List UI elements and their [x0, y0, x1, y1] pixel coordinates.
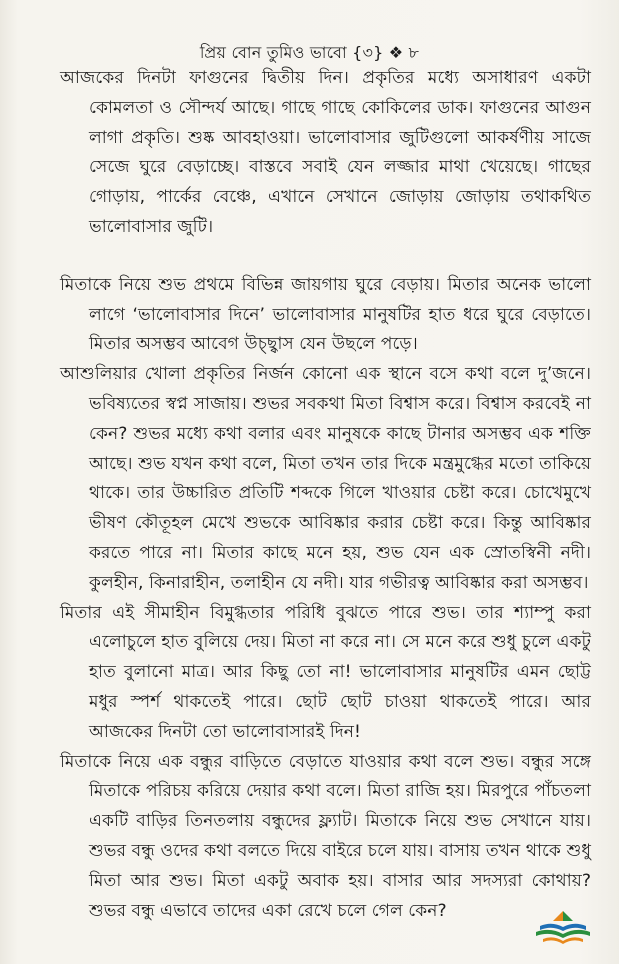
body-text — [60, 64, 591, 926]
paragraph-4: মিতার এই সীমাহীন বিমুগ্ধতার পরিধি বুঝতে পারে শুভ। তার শ্যাম্পু করা এলোচুলে হাত বুলিয়ে দেয়। মিতা না করে না। সে মনে করে শুধু চুলে একটু হাত বুলানো মাত্র। আর কিছু তো না! ভালোবাসার মানুষটির এমন ছোট্ট মধুর স্পর্শ থাকতেই পারে। ছোট ছোট চাওয়া থাকতেই পারে। আর আজকের দিনটা তো ভালোবাসারই দিন! — [60, 602, 591, 742]
paragraph-3: আশুলিয়ার খোলা প্রকৃতির নির্জন কোনো এক স্থানে বসে কথা বলে দু’জনে। ভবিষ্যতের স্বপ্ন সাজায়। শুভর সবকথা মিতা বিশ্বাস করে। বিশ্বাস করবেই না কেন? শুভর মধ্যে কথা বলার এবং মানুষকে কাছে টানার অসম্ভব এক শক্তি আছে। শুভ যখন কথা বলে, মিতা তখন তার দিকে মন্ত্রমুগ্ধের মতো তাকিয়ে থাকে। তার উচ্চারিত প্রতিটি শব্দকে গিলে খাওয়ার চেষ্টা করে। চোখেমুখে ভীষণ কৌতূহল মেখে শুভকে আবিষ্কার করার চেষ্টা করে। কিন্তু আবিষ্কার করতে পারে না। মিতার কাছে মনে হয়, শুভ যেন এক স্রোতস্বিনী নদী। কুলহীন, কিনারাহীন, তলাহীন যে নদী। যার গভীরত্ব আবিষ্কার করা অসম্ভব। — [60, 364, 591, 593]
paragraph-5: মিতাকে নিয়ে এক বন্ধুর বাড়িতে বেড়াতে যাওয়ার কথা বলে শুভ। বন্ধুর সঙ্গে মিতাকে পরিচয় করিয়ে দেয়ার কথা বলে। মিতা রাজি হয়। মিরপুরে পাঁচতলা একটি বাড়ির তিনতলায় বন্ধুদের ফ্ল্যাট। মিতাকে নিয়ে শুভ সেখানে যায়। শুভর বন্ধু ওদের কথা বলতে দিয়ে বাইরে চলে যায়। বাসায় তখন থাকে শুধু মিতা আর শুভ। মিতা একটু অবাক হয়। বাসার আর সদস্যরা কোথায়? শুভর বন্ধু এভাবে তাদের একা রেখে চলে গেল কেন? — [60, 751, 591, 921]
running-head: প্রিয় বোন তুমিও ভাবো {৩} ❖ ৮ — [199, 43, 420, 62]
paragraph-2: মিতাকে নিয়ে শুভ প্রথমে বিভিন্ন জায়গায় ঘুরে বেড়ায়। মিতার অনেক ভালো লাগে ‘ভালোবাসার দিনে’ ভালোবাসার মানুষটির হাত ধরে ঘুরে বেড়াতে। মিতার অসম্ভব আবেগ উচ্ছ্বাস যেন উছলে পড়ে। — [60, 274, 591, 355]
publisher-logo-icon — [534, 910, 592, 948]
paragraph-1: আজকের দিনটা ফাগুনের দ্বিতীয় দিন। প্রকৃতির মধ্যে অসাধারণ একটা কোমলতা ও সৌন্দর্য আছে। গাছে গাছে কোকিলের ডাক। ফাগুনের আগুন লাগা প্রকৃতি। শুষ্ক আবহাওয়া। ভালোবাসার জুটিগুলো আকর্ষণীয় সাজে সেজে ঘুরে বেড়াচ্ছে। বাস্তবে সবাই যেন লজ্জার মাথা খেয়েছে। গাছের গোড়ায়, পার্কের বেঞ্চে, এখানে সেখানে জোড়ায় জোড়ায় তথাকথিত ভালোবাসার জুটি। — [60, 68, 591, 237]
